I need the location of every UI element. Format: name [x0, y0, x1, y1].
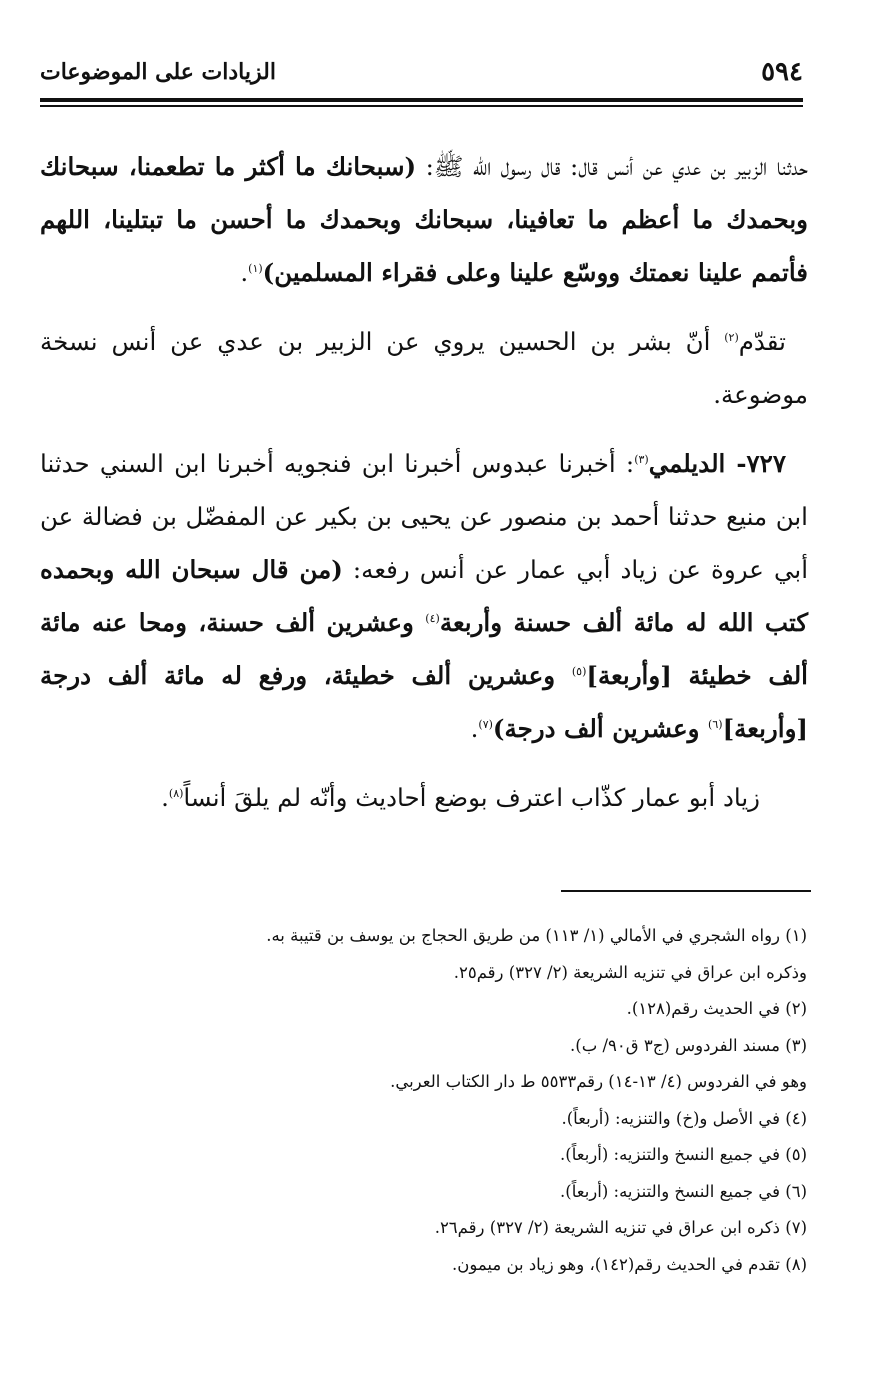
footnote-ref: (٧)	[478, 717, 493, 731]
paragraph-3	[40, 437, 808, 755]
comment-text: تقدّم	[738, 327, 786, 356]
footnote: (٥) في جميع النسخ والتنزيه: (أربعاً).	[560, 1145, 807, 1164]
footnote-ref: (٨)	[168, 786, 184, 800]
footnote-ref: (٦)	[708, 717, 723, 731]
hadith-number: ٧٢٧-	[725, 449, 786, 478]
page-header	[40, 48, 803, 96]
footnotes	[40, 918, 807, 1283]
hadith-text: (سبحانك ما أكثر ما تطعمنا، سبحانك وبحمدك ما أعظم ما تعافينا، سبحانك وبحمدك ما أحسن ما تبتلينا، اللهم فأتمم علينا نعمتك ووسّع علينا وعلى فقراء المسلمين)	[40, 152, 808, 287]
footnote: (١) رواه الشجري في الأمالي (١/ ١١٣) من طريق الحجاج بن يوسف بن قتيبة به.	[266, 926, 807, 945]
footnote: (٣) مسند الفردوس (ج٣ ق٩٠/ ب).	[570, 1035, 807, 1055]
source-name: الديلمي	[648, 449, 726, 478]
footnote-ref: (١)	[248, 261, 263, 275]
paragraph-1	[40, 140, 808, 299]
footnote: (٧) ذكره ابن عراق في تنزيه الشريعة (٢/ ٣٢٧) رقم٢٦.	[434, 1218, 807, 1237]
hadith-text: وعشرين ألف حسنة، ومحا عنه مائة ألف خطيئة [وأربعة]	[40, 608, 808, 690]
punctuation: .	[161, 783, 169, 812]
paragraph-4	[40, 771, 808, 824]
footnote: وذكره ابن عراق في تنزيه الشريعة (٢/ ٣٢٧) رقم٢٥.	[453, 962, 807, 982]
footnote: وهو في الفردوس (٤/ ١٣-١٤) رقم٥٥٣٣ ط دار الكتاب العربي.	[390, 1072, 807, 1091]
footnote: (٤) في الأصل و(خ) والتنزيه: (أربعاً).	[561, 1108, 807, 1128]
comment-text: زياد أبو عمار كذّاب اعترف بوضع أحاديث وأنّه لم يلقَ أنساً	[183, 783, 760, 812]
page-number: ٥٩٤	[761, 57, 803, 87]
comment-text: أنّ بشر بن الحسين يروي عن الزبير بن عدي عن أنس نسخة موضوعة.	[40, 327, 808, 409]
hadith-text: وعشرين ألف درجة)	[492, 714, 709, 743]
paragraph-2	[40, 315, 808, 421]
footnote: (٦) في جميع النسخ والتنزيه: (أربعاً).	[560, 1181, 807, 1201]
footnote-ref: (٣)	[634, 452, 649, 466]
isnad-text: : أخبرنا عبدوس أخبرنا ابن فنجويه أخبرنا ابن السني حدثنا ابن منيع حدثنا أحمد بن منصور عن يحيى بن بكير عن المفضّل بن فضالة عن أبي عروة عن زياد أبي عمار عن أنس رفعه:	[40, 449, 808, 584]
hadith-text: (من قال سبحان الله وبحمده كتب الله له مائة ألف حسنة وأربعة	[40, 555, 808, 637]
narration-text: حدثنا الزبير بن عدي عن أنس قال: قال رسول الله ﷺ:	[425, 152, 808, 181]
footnote-ref: (٢)	[724, 330, 739, 344]
punctuation: .	[470, 714, 479, 743]
header-rule-thick	[40, 98, 803, 102]
footnote-separator	[561, 890, 811, 892]
running-title: الزيادات على الموضوعات	[40, 59, 276, 85]
punctuation: .	[240, 258, 249, 287]
header-rule-thin	[40, 105, 803, 107]
footnote: (٢) في الحديث رقم(١٢٨).	[626, 999, 807, 1018]
hadith-text: وعشرين ألف خطيئة، ورفع له مائة ألف درجة [وأربعة]	[40, 661, 808, 743]
footnote: (٨) تقدم في الحديث رقم(١٤٢)، وهو زياد بن ميمون.	[451, 1254, 807, 1274]
footnote-ref: (٤)	[425, 611, 440, 625]
footnote-ref: (٥)	[571, 664, 587, 678]
main-text	[40, 140, 808, 840]
